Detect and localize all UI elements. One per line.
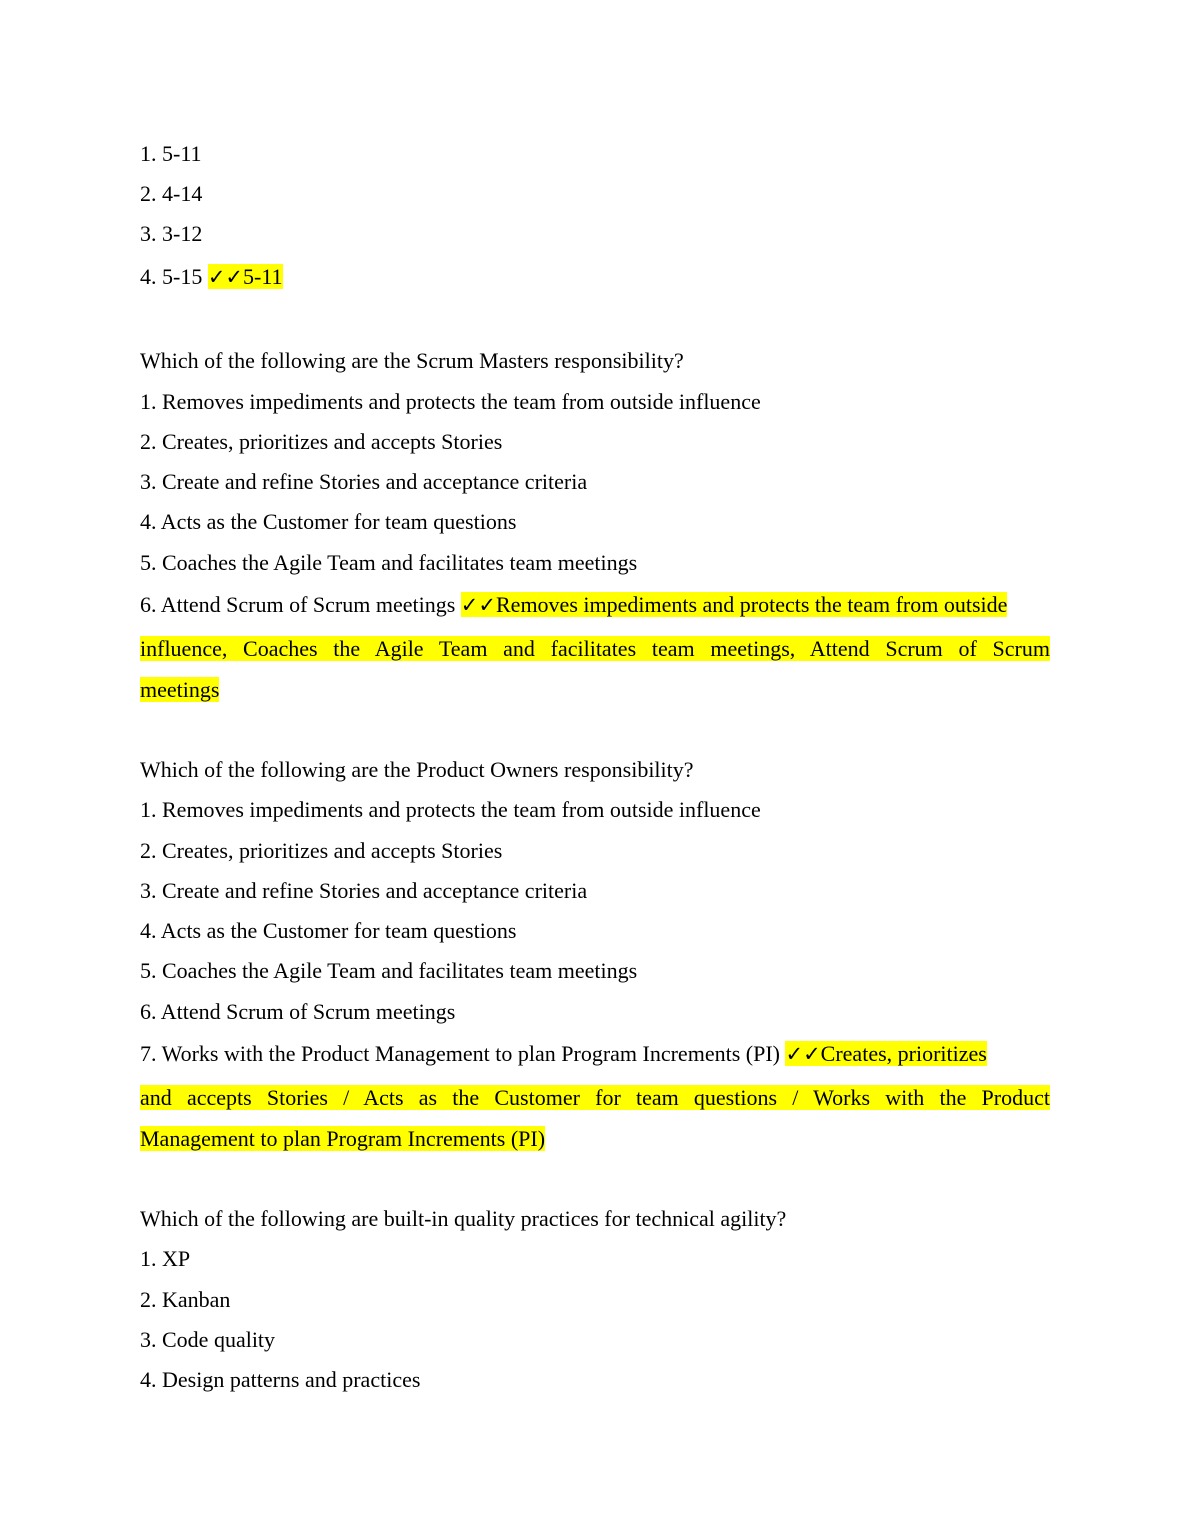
option-item: 4. Acts as the Customer for team questions: [140, 918, 517, 943]
answer-continuation: [140, 677, 1050, 703]
option-item: 6. Attend Scrum of Scrum meetings: [140, 592, 461, 617]
option-item: 2. Creates, prioritizes and accepts Stories: [140, 429, 503, 454]
answer-continuation: [140, 1085, 1050, 1111]
option-item: 2. Creates, prioritizes and accepts Stories: [140, 838, 503, 863]
question-text: Which of the following are built-in quality practices for technical agility?: [140, 1206, 787, 1231]
option-item: 1. Removes impediments and protects the team from outside influence: [140, 389, 761, 414]
option-item: 5. Coaches the Agile Team and facilitates team meetings: [140, 958, 638, 983]
answer-continuation: [140, 1126, 1050, 1152]
option-item: 1. Removes impediments and protects the team from outside influence: [140, 797, 761, 822]
question-text: Which of the following are the Scrum Masters responsibility?: [140, 348, 684, 373]
option-item: 4. Acts as the Customer for team questions: [140, 509, 517, 534]
option-item: 1. 5-11: [140, 141, 202, 166]
option-item: 2. Kanban: [140, 1287, 231, 1312]
answer-text: 5-11: [243, 264, 283, 289]
answer-text: Creates, prioritizes: [820, 1041, 987, 1066]
answer-highlight: [785, 1041, 986, 1066]
answer-text: Removes impediments and protects the team from outside: [496, 592, 1008, 617]
answer-text: and accepts Stories / Acts as the Customer for team questions / Works with the Product: [140, 1085, 1050, 1110]
option-item: 1. XP: [140, 1246, 191, 1271]
option-item-with-answer: [140, 1041, 987, 1067]
answer-continuation: [140, 636, 1050, 662]
option-item: 7. Works with the Product Management to plan Program Increments (PI): [140, 1041, 786, 1066]
check-icon: ✓✓: [785, 1042, 821, 1066]
option-item: 6. Attend Scrum of Scrum meetings: [140, 999, 456, 1024]
answer-highlight: [208, 264, 283, 289]
option-item: 3. Code quality: [140, 1327, 276, 1352]
answer-text: Management to plan Program Increments (PI): [140, 1126, 546, 1151]
answer-highlight: [461, 592, 1008, 617]
option-item: 3. Create and refine Stories and acceptance criteria: [140, 878, 588, 903]
option-item: 5. Coaches the Agile Team and facilitates team meetings: [140, 550, 638, 575]
answer-text: influence, Coaches the Agile Team and facilitates team meetings, Attend Scrum of Scrum: [140, 636, 1050, 661]
option-item: 2. 4-14: [140, 181, 203, 206]
option-item: 4. Design patterns and practices: [140, 1367, 421, 1392]
option-item: 3. 3-12: [140, 221, 203, 246]
option-item: 3. Create and refine Stories and acceptance criteria: [140, 469, 588, 494]
check-icon: ✓✓: [207, 265, 244, 289]
answer-text: meetings: [140, 677, 220, 702]
option-item-with-answer: [140, 264, 283, 290]
option-item: 4. 5-15: [140, 264, 208, 289]
question-text: Which of the following are the Product Owners responsibility?: [140, 757, 694, 782]
option-item-with-answer: [140, 592, 1007, 618]
check-icon: ✓✓: [460, 593, 496, 617]
